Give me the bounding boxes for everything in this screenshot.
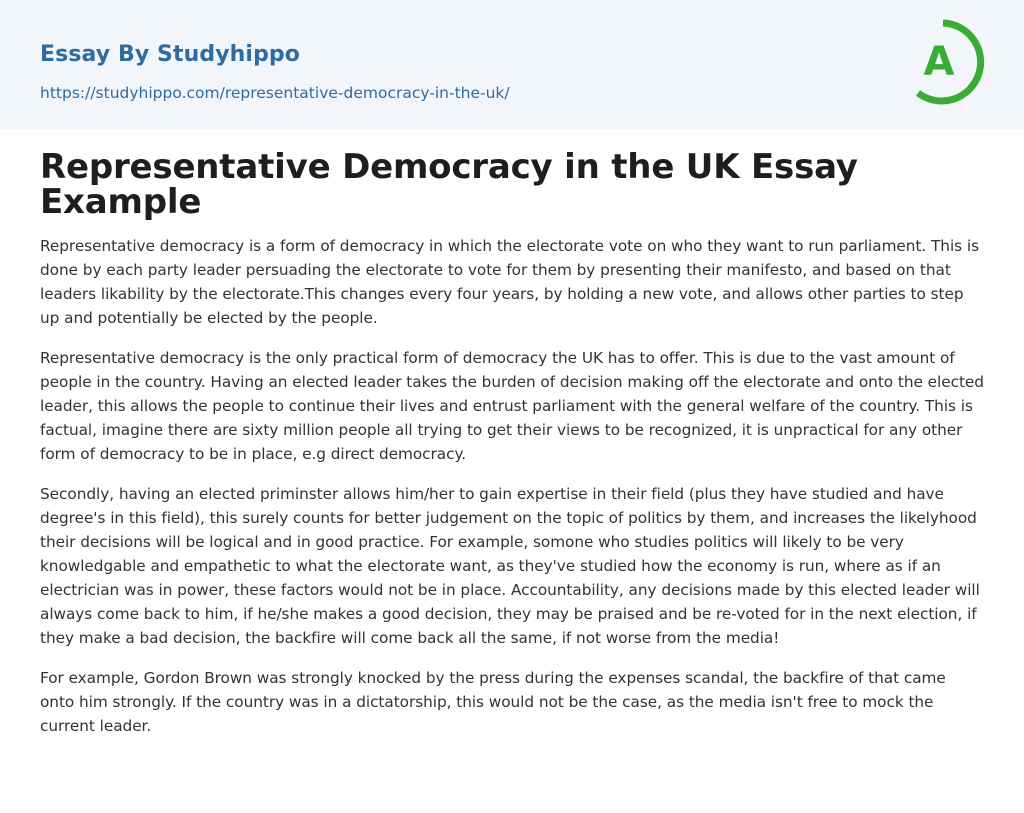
brand-title: Essay By Studyhippo <box>40 42 300 67</box>
essay-body <box>40 234 984 738</box>
studyhippo-logo-icon[interactable] <box>906 18 990 106</box>
logo-letter: A <box>923 39 955 85</box>
essay-title: Representative Democracy in the UK Essay Example <box>40 147 858 222</box>
essay-paragraph: Secondly, having an elected priminster allows him/her to gain expertise in their field (plus they have studied and have degree's in this field), this surely counts for better judgement on the topic of politics by them, and increases the likelyhood their decisions will be logical and in good practice. For example, somone who studies politics will likely to be very knowledgable and empathetic to what the electorate want, as they've studied how the economy is run, where as if an electrician was in power, these factors would not be in place. Accountability, any decisions made by this elected leader will always come back to him, if he/she makes a good decision, they may be praised and be re-voted for in the next election, if they make a bad decision, the backfire will come back all the same, if not worse from the media! <box>40 485 980 647</box>
essay-paragraph: Representative democracy is the only practical form of democracy the UK has to offer. This is due to the vast amount of people in the country. Having an elected leader takes the burden of decision making off the electorate and onto the elected leader, this allows the people to continue their lives and entrust parliament with the general welfare of the country. This is factual, imagine there are sixty million people all trying to get their views to be recognized, it is unpractical for any other form of democracy to be in place, e.g direct democracy. <box>40 349 984 463</box>
essay-content <box>40 147 984 754</box>
essay-url-link[interactable]: https://studyhippo.com/representative-democracy-in-the-uk/ <box>40 84 510 102</box>
essay-paragraph: Representative democracy is a form of democracy in which the electorate vote on who they want to run parliament. This is done by each party leader persuading the electorate to vote for them by presenting their manifesto, and based on that leaders likability by the electorate.This changes every four years, by holding a new vote, and allows other parties to step up and potentially be elected by the people. <box>40 237 979 327</box>
essay-paragraph: For example, Gordon Brown was strongly knocked by the press during the expenses scandal, the backfire of that came onto him strongly. If the country was in a dictatorship, this would not be the case, as the media isn't free to mock the current leader. <box>40 669 946 735</box>
site-header <box>0 0 1024 129</box>
